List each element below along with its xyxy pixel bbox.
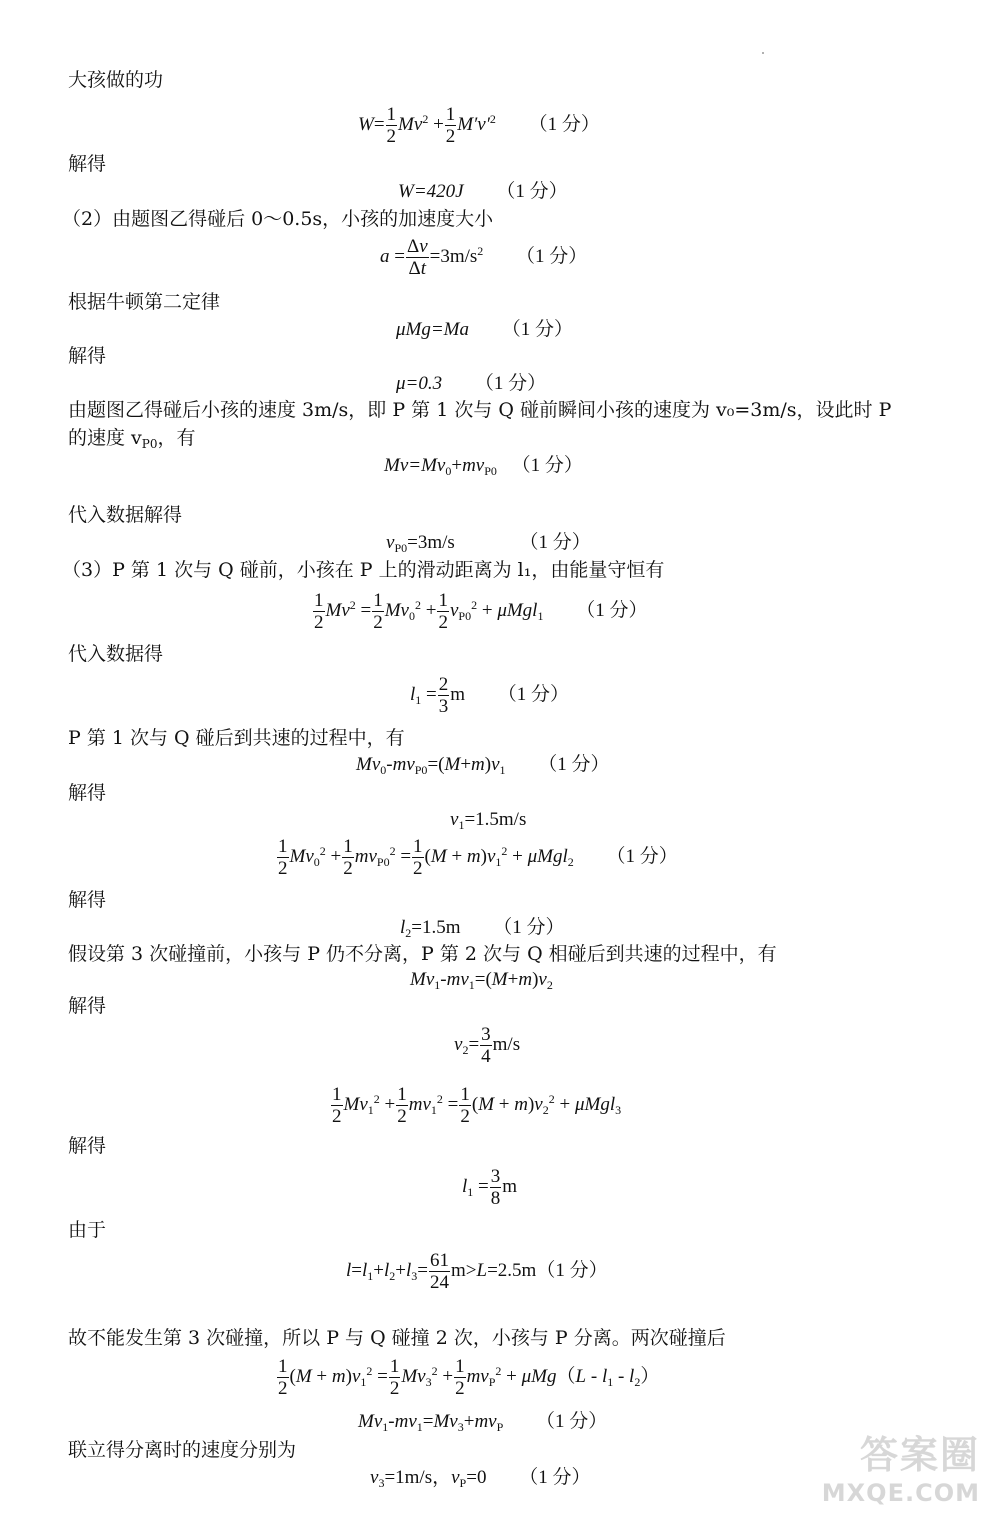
subscript: P0 <box>141 437 158 451</box>
value: =1m/s， <box>384 1467 452 1488</box>
equation-energy-3: $\frac{1}{2}$ $Mv_1^2$ + $\frac{1}{2}$ $mv_1^2$ = $\frac{1}{2}$ $(M + m)v_2^2 + \mu Mgl_3$ <box>332 1084 622 1127</box>
equation-l2-result: $l_2=1.5m$ （1 分） <box>400 917 565 940</box>
value: =1.5m <box>411 917 461 938</box>
score-label: （1 分） <box>536 1411 608 1432</box>
text-line: 解得 <box>68 345 107 367</box>
equation-acceleration: a = $\frac{\Delta v}{\Delta t}$ $=3m/s^2$ （1 分） <box>380 236 588 279</box>
score-label: （1 分） <box>519 1467 591 1488</box>
equation-final-velocities: $v_3=1m/s$，$v_P=0$ （1 分） <box>370 1467 591 1490</box>
value: =0 <box>466 1467 487 1488</box>
watermark-logo: 答案圈 <box>859 1433 980 1477</box>
equation-vp0-result: $v_{P0}=3m/s$ （1 分） <box>386 532 591 555</box>
score-label: （1 分） <box>538 754 610 775</box>
value: μ=0.3 <box>396 373 443 394</box>
text-segment: ，有 <box>157 427 196 449</box>
equation-newton: μMg=Ma （1 分） <box>396 319 574 340</box>
equation-momentum-2: $Mv_0-mv_{P0}=(M+m)v_1$ （1 分） <box>356 754 610 777</box>
score-label: （1 分） <box>474 373 547 394</box>
text-line: 代入数据得 <box>68 643 164 665</box>
text-line: 故不能发生第 3 次碰撞，所以 P 与 Q 碰撞 2 次，小孩与 P 分离。两次碰撞后 <box>68 1327 726 1349</box>
equation-l3-result: $l_1$ = $\frac{3}{8}$ m <box>462 1166 518 1209</box>
text-line: 解得 <box>68 1135 107 1157</box>
text-line: （2）由题图乙得碰后 0～0.5s，小孩的加速度大小 <box>62 208 494 230</box>
text-line: 解得 <box>68 889 107 911</box>
text-line <box>68 426 196 450</box>
value: =1.5m/s <box>464 809 527 830</box>
text-line: 解得 <box>68 995 107 1017</box>
score-label: （1 分） <box>511 455 583 476</box>
text-segment: 的速度 v <box>68 427 142 449</box>
text-line: （3）P 第 1 次与 Q 碰前，小孩在 P 上的滑动距离为 l₁，由能量守恒有 <box>62 559 665 581</box>
score-label: （1 分） <box>497 683 570 705</box>
text-line: 由于 <box>68 1219 107 1241</box>
value: 3m/s <box>417 532 455 553</box>
equation-momentum-1: $Mv=Mv_0+mv_{P0}$ （1 分） <box>384 455 583 478</box>
equation-energy-2: $\frac{1}{2}$ $Mv_0^2$ + $\frac{1}{2}$ $mv_{P0}^2$ = $\frac{1}{2}$ $(M + m)v_1^2 + \mu Mgl_2$ （1 分） <box>278 836 678 879</box>
score-label: （1 分） <box>496 181 568 202</box>
equation-energy-4: $\frac{1}{2}$ $(M + m)v_1^2$ = $\frac{1}{2}$ $Mv_3^2$ + $\frac{1}{2}$ $mv_P^2 + \mu Mg(L - l_1 - l_2)$ <box>278 1356 660 1399</box>
equation-l1-result: $l_1$ = $\frac{2}{3}$ m （1 分） <box>410 674 570 717</box>
equation-momentum-3: $Mv_1-mv_1=(M+m)v_2$ <box>410 969 553 992</box>
equation-momentum-4: $Mv_1-mv_1=Mv_3+mv_P$ （1 分） <box>358 1411 608 1434</box>
equation-w-result <box>398 180 568 204</box>
equation-v2-result: $v_2=$ $\frac{3}{4}$ m/s <box>454 1024 521 1067</box>
equation-v1-result: $v_1=1.5m/s$ <box>450 809 527 832</box>
text-line: P 第 1 次与 Q 碰后到共速的过程中，有 <box>68 727 405 749</box>
text-line: 大孩做的功 <box>68 69 164 91</box>
equation-total-length: $l=l_1+l_2+l_3=$ $\frac{61}{24}$ m>L=2.5m（1 分） <box>346 1250 608 1293</box>
equation-mu-result <box>396 372 546 396</box>
score-label: （1 分） <box>493 917 565 938</box>
score-label: （1 分） <box>519 532 591 553</box>
watermark <box>822 1424 980 1507</box>
value: W=420J <box>398 181 464 202</box>
watermark-url: MXQE.COM <box>821 1479 980 1507</box>
text-line: 假设第 3 次碰撞前，小孩与 P 仍不分离，P 第 2 次与 Q 相碰后到共速的过程中，有 <box>68 943 777 965</box>
equation-energy-1: $\frac{1}{2}$ $Mv^2$ = $\frac{1}{2}$ $Mv_0^2$ + $\frac{1}{2}$ $v_{P0}^2 + \mu Mgl_1$ （1 分） <box>314 590 648 633</box>
scan-dot <box>762 52 764 54</box>
text-line: 解得 <box>68 153 107 175</box>
score-label: （1 分） <box>576 599 648 621</box>
score-label: （1 分） <box>528 113 600 135</box>
text-line: 联立得分离时的速度分别为 <box>68 1439 297 1461</box>
text-line: 由题图乙得碰后小孩的速度 3m/s，即 P 第 1 次与 Q 碰前瞬间小孩的速度为 v₀=3m/s，设此时 P <box>68 399 892 421</box>
equation-work: W= $\frac{1}{2}$ $Mv^2$ + $\frac{1}{2}$ $M'v'^2$ （1 分） <box>358 104 600 147</box>
score-label: （1 分） <box>606 845 678 867</box>
text-line: 根据牛顿第二定律 <box>68 291 221 313</box>
score-label: （1 分） <box>536 1259 608 1281</box>
score-label: （1 分） <box>501 319 574 340</box>
text-line: 代入数据解得 <box>68 504 183 526</box>
score-label: （1 分） <box>516 245 588 267</box>
text-line: 解得 <box>68 782 107 804</box>
